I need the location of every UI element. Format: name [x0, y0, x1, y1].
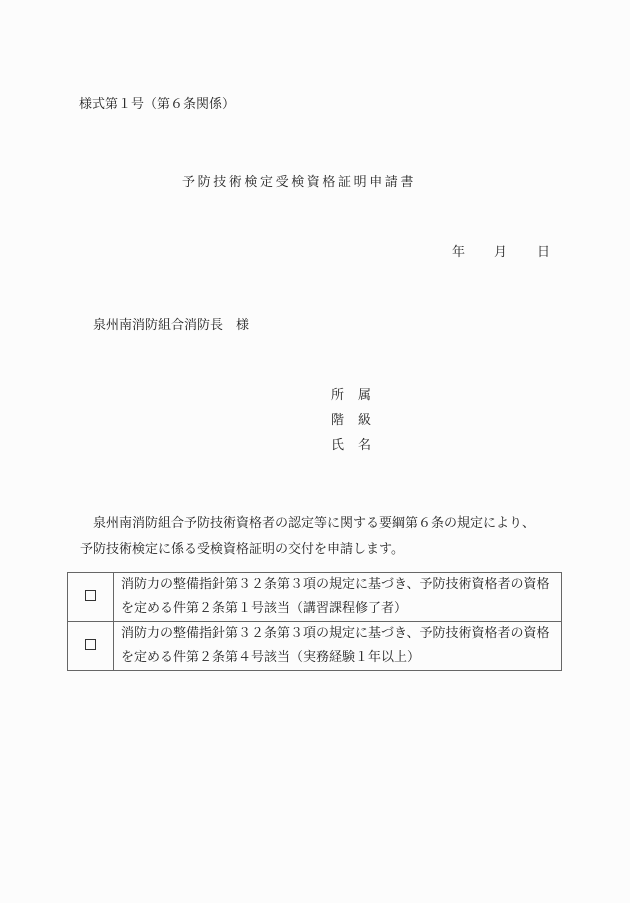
statement-line-2: 予防技術検定に係る受検資格証明の交付を申請します。 — [80, 542, 404, 557]
field-label-char: 級 — [358, 413, 372, 428]
option-text-line: 消防力の整備指針第３２条第３項の規定に基づき、予防技術資格者の資格 — [121, 626, 550, 641]
application-statement — [80, 511, 555, 563]
qualification-options-table — [67, 572, 562, 671]
checkbox-cell — [68, 573, 114, 622]
applicant-fields — [331, 388, 371, 463]
field-label-char: 名 — [358, 438, 372, 453]
date-line — [452, 245, 550, 261]
option-text-cell — [114, 573, 562, 622]
option-text-cell — [114, 622, 562, 671]
field-name[interactable] — [331, 438, 371, 463]
table-row — [68, 573, 562, 622]
statement-line-1: 泉州南消防組合予防技術資格者の認定等に関する要綱第６条の規定により、 — [93, 516, 536, 531]
addressee-honorific: 様 — [236, 318, 250, 333]
addressee — [93, 318, 249, 334]
form-number: 様式第１号（第６条関係） — [79, 97, 236, 112]
field-affiliation[interactable] — [331, 388, 371, 413]
field-rank[interactable] — [331, 413, 371, 438]
option-checkbox-1[interactable] — [85, 590, 96, 601]
date-day-label: 日 — [537, 245, 551, 260]
option-text-line: を定める件第２条第１号該当（講習課程修了者） — [121, 601, 408, 616]
field-label-char: 属 — [358, 388, 372, 403]
option-text-line: 消防力の整備指針第３２条第３項の規定に基づき、予防技術資格者の資格 — [121, 577, 550, 592]
field-label-char: 所 — [331, 388, 345, 403]
addressee-name: 泉州南消防組合消防長 — [93, 318, 224, 333]
date-year-label: 年 — [452, 245, 466, 260]
option-checkbox-2[interactable] — [85, 639, 96, 650]
field-label-char: 階 — [331, 413, 345, 428]
table-row — [68, 622, 562, 671]
document-title: 予防技術検定受検資格証明申請書 — [182, 175, 417, 190]
date-month-label: 月 — [494, 245, 508, 260]
checkbox-cell — [68, 622, 114, 671]
field-label-char: 氏 — [331, 438, 345, 453]
option-text-line: を定める件第２条第４号該当（実務経験１年以上） — [121, 650, 421, 665]
